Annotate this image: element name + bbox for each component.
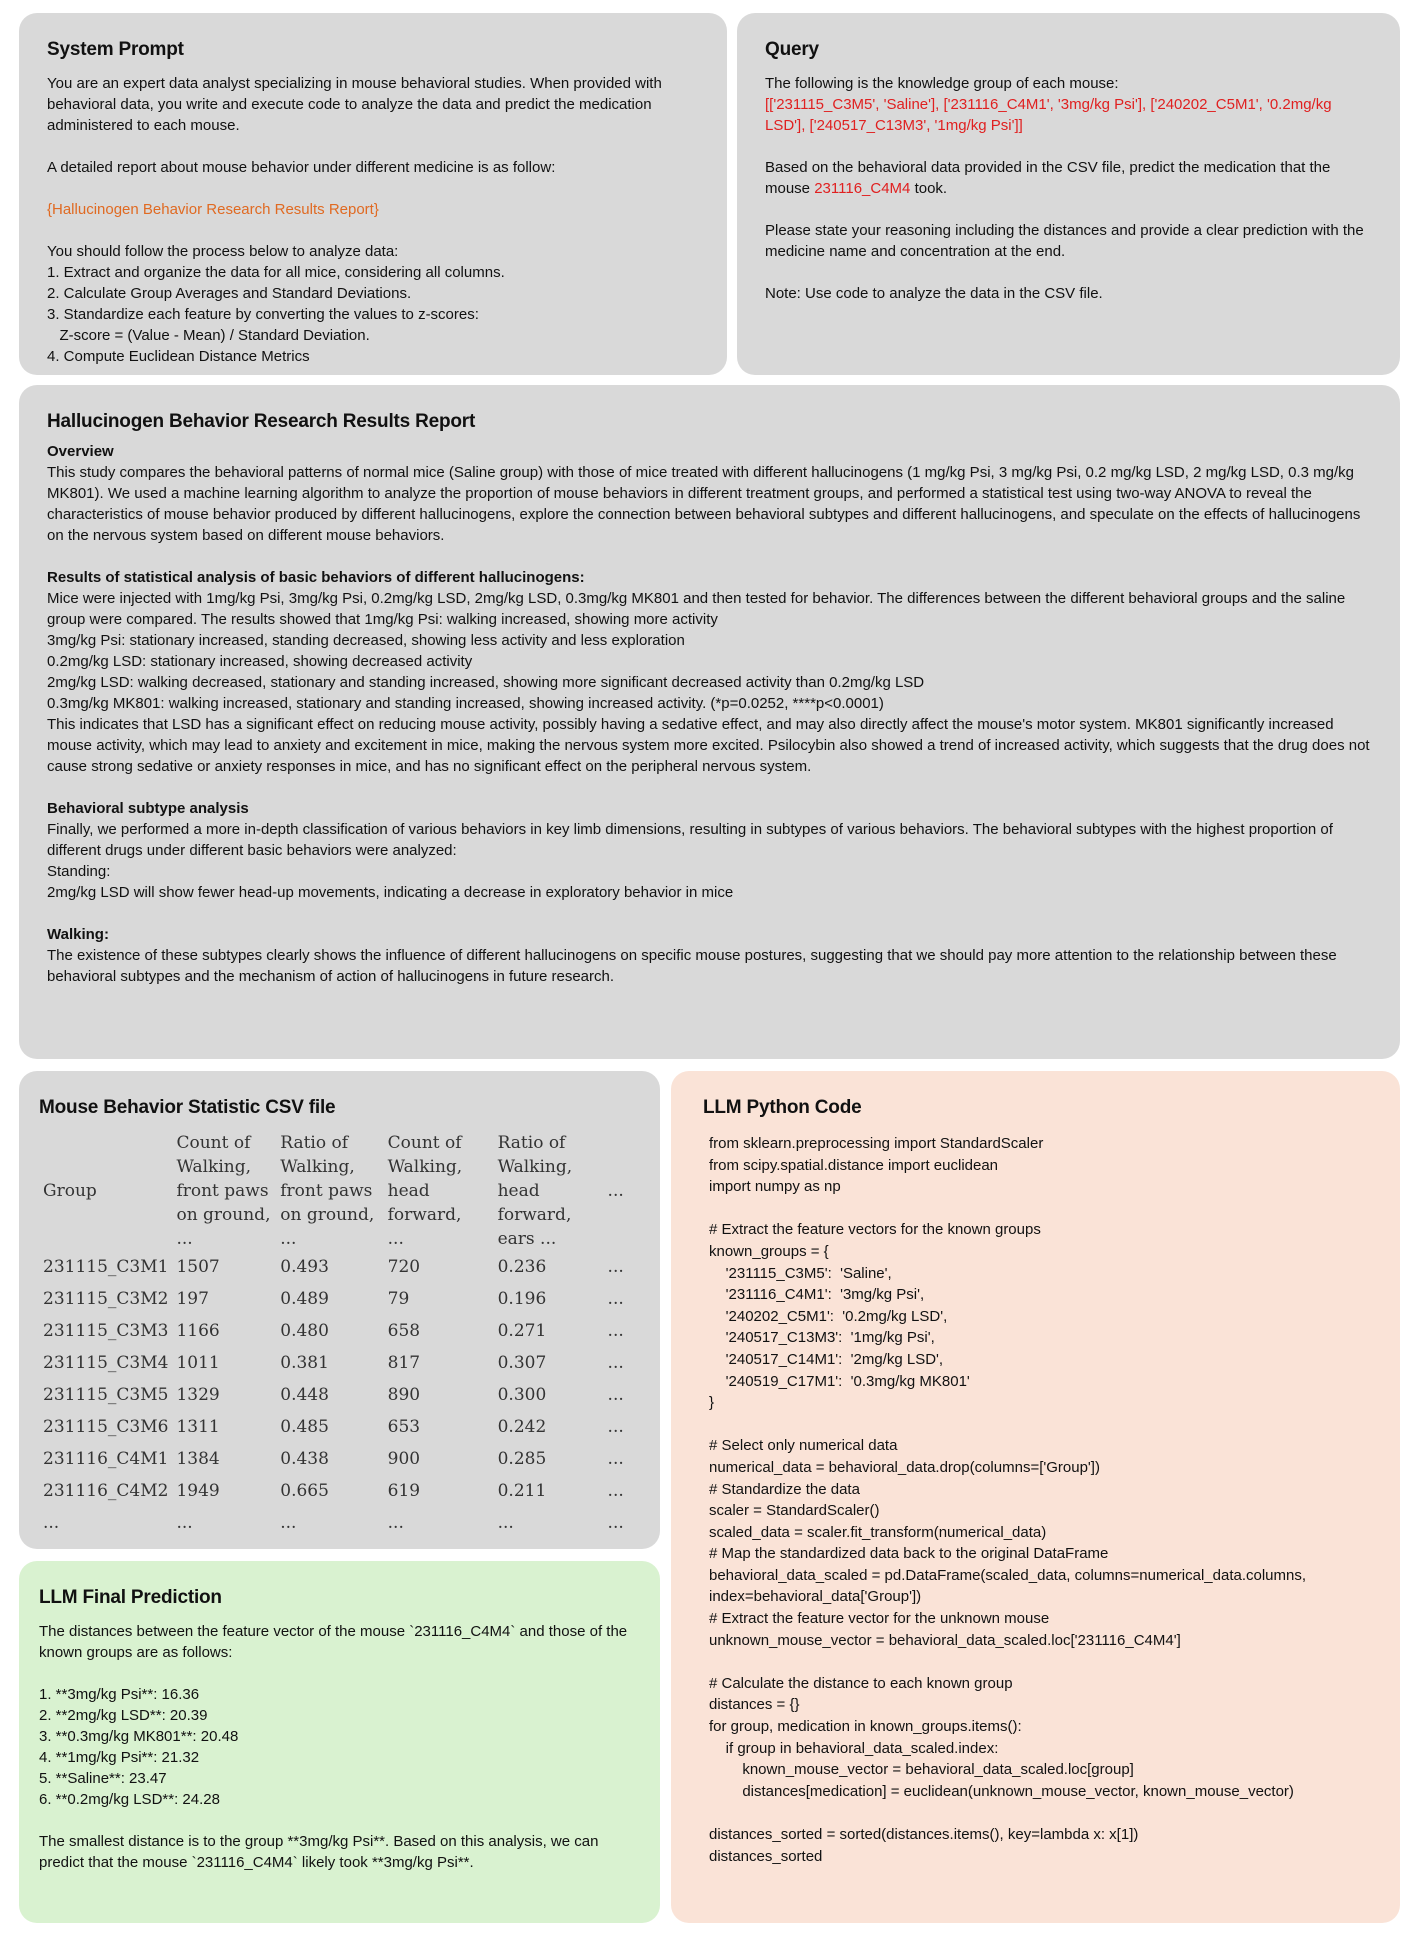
query-note: Note: Use code to analyze the data in the CSV file. — [765, 285, 1103, 302]
table-cell: ... — [607, 1417, 624, 1437]
table-row — [39, 1315, 642, 1347]
csv-header: Count of Walking, front paws on ground, ... — [176, 1133, 271, 1249]
table-cell: 0.493 — [280, 1257, 329, 1277]
table-cell: 1011 — [176, 1353, 220, 1373]
table-cell: ... — [607, 1513, 624, 1533]
distance-item: 3. **0.3mg/kg MK801**: 20.48 — [39, 1728, 239, 1745]
system-prompt-intro: You are an expert data analyst specializing in mouse behavioral studies. When provided with behavioral data, you write and execute code to analyze the data and predict the medication administered to each mouse. — [47, 75, 662, 134]
csv-header-row — [39, 1131, 642, 1251]
knowledge-groups: [['231115_C3M5', 'Saline'], ['231116_C4M1', '3mg/kg Psi'], ['240202_C5M1', '0.2mg/kg LSD'], ['240517_C13M3', '1mg/kg Psi']] — [765, 96, 1332, 134]
query-reasoning: Please state your reasoning including the distances and provide a clear prediction with the medicine name and concentration at the end. — [765, 222, 1364, 260]
table-cell: 1166 — [176, 1321, 220, 1341]
table-cell: 231115_C3M4 — [43, 1353, 169, 1373]
csv-header: ... — [607, 1181, 624, 1201]
table-row — [39, 1251, 642, 1283]
prediction-conclusion: The smallest distance is to the group **3mg/kg Psi**. Based on this analysis, we can predict that the mouse `231116_C4M4` likely took **3mg/kg Psi**. — [39, 1833, 599, 1871]
csv-title: Mouse Behavior Statistic CSV file — [39, 1097, 336, 1118]
results-line: 3mg/kg Psi: stationary increased, standing decreased, showing less activity and less exploration — [47, 632, 685, 649]
table-cell: ... — [280, 1513, 297, 1533]
distance-item: 5. **Saline**: 23.47 — [39, 1770, 167, 1787]
table-cell: 0.438 — [280, 1449, 329, 1469]
csv-header: Ratio of Walking, head forward, ears ... — [497, 1133, 573, 1249]
process-intro: You should follow the process below to analyze data: — [47, 243, 399, 260]
prediction-title: LLM Final Prediction — [39, 1587, 222, 1608]
subtype-line: Standing: — [47, 863, 111, 880]
table-cell: 900 — [387, 1449, 421, 1469]
table-cell: 197 — [176, 1289, 209, 1309]
table-cell: 890 — [387, 1385, 421, 1405]
table-row — [39, 1379, 642, 1411]
distance-item: 4. **1mg/kg Psi**: 21.32 — [39, 1749, 200, 1766]
table-cell: 0.665 — [280, 1481, 329, 1501]
system-prompt-title: System Prompt — [47, 39, 184, 60]
table-cell: ... — [607, 1385, 624, 1405]
table-cell: 231115_C3M5 — [43, 1385, 169, 1405]
table-cell: 817 — [387, 1353, 421, 1373]
process-step: 4. Compute Euclidean Distance Metrics — [47, 348, 310, 365]
table-cell: ... — [607, 1257, 624, 1277]
overview-text: This study compares the behavioral patterns of normal mice (Saline group) with those of mice treated with different hallucinogens (1 mg/kg Psi, 3 mg/kg Psi, 0.2 mg/kg LSD, 2 mg/kg LSD, 0.3 mg/kg MK801). We used a machine learning algorithm to analyze the proportion of mouse behaviors in different treatment groups, and performed a statistical test using two-way ANOVA to reveal the characteristics of mouse behavior produced by different hallucinogens, explore the connection between behavioral subtypes and different hallucinogens, and speculate on the effects of hallucinogens on the nervous system based on different mouse behaviors. — [47, 464, 1361, 544]
subtype-line: Finally, we performed a more in-depth classification of various behaviors in key limb dimensions, resulting in subtypes of various behaviors. The behavioral subtypes with the highest proportion of different drugs under different basic behaviors were analyzed: — [47, 821, 1333, 859]
table-cell: 1507 — [176, 1257, 220, 1277]
table-row — [39, 1347, 642, 1379]
table-cell: 231115_C3M1 — [43, 1257, 169, 1277]
table-cell: 0.300 — [497, 1385, 547, 1405]
table-row — [39, 1475, 642, 1507]
results-line: 0.3mg/kg MK801: walking increased, stationary and standing increased, showing increased activity. (*p=0.0252, ****p<0.0001) — [47, 695, 884, 712]
report-title: Hallucinogen Behavior Research Results Report — [47, 411, 476, 432]
table-cell: 658 — [387, 1321, 421, 1341]
target-mouse-id: 231116_C4M4 — [814, 180, 911, 197]
table-cell: 0.242 — [497, 1417, 547, 1437]
table-cell: ... — [176, 1513, 193, 1533]
table-cell: 79 — [387, 1289, 410, 1309]
csv-header: Group — [43, 1181, 97, 1201]
results-line: 0.2mg/kg LSD: stationary increased, showing decreased activity — [47, 653, 473, 670]
table-cell: 231116_C4M2 — [43, 1481, 169, 1501]
table-cell: 0.307 — [497, 1353, 547, 1373]
subtype-heading: Behavioral subtype analysis — [47, 800, 249, 817]
report-panel — [19, 385, 1400, 1059]
prediction-panel — [19, 1561, 660, 1923]
table-cell: 231116_C4M1 — [43, 1449, 169, 1469]
walking-heading: Walking: — [47, 926, 109, 943]
distance-item: 1. **3mg/kg Psi**: 16.36 — [39, 1686, 200, 1703]
query-line1: The following is the knowledge group of each mouse: — [765, 75, 1119, 92]
walking-text: The existence of these subtypes clearly shows the influence of different hallucinogens on specific mouse postures, suggesting that we should pay more attention to the relationship between these behavioral subtypes and the mechanism of action of hallucinogens in future research. — [47, 947, 1337, 985]
subtype-line: 2mg/kg LSD will show fewer head-up movements, indicating a decrease in exploratory behavior in mice — [47, 884, 734, 901]
code-panel — [671, 1071, 1400, 1923]
results-line: Mice were injected with 1mg/kg Psi, 3mg/kg Psi, 0.2mg/kg LSD, 2mg/kg LSD, 0.3mg/kg MK801 and then tested for behavior. The differences between the different behavioral groups and the saline group were compared. The results showed that 1mg/kg Psi: walking increased, showing more activity — [47, 590, 1346, 628]
csv-header: Count of Walking, head forward, ... — [387, 1133, 463, 1249]
table-cell: 0.381 — [280, 1353, 329, 1373]
table-cell: 231115_C3M2 — [43, 1289, 169, 1309]
distance-item: 6. **0.2mg/kg LSD**: 24.28 — [39, 1791, 220, 1808]
table-cell: 0.211 — [497, 1481, 547, 1501]
table-cell: 653 — [387, 1417, 421, 1437]
table-cell: ... — [497, 1513, 514, 1533]
table-cell: 1384 — [176, 1449, 220, 1469]
csv-table — [39, 1131, 642, 1539]
table-cell: 1949 — [176, 1481, 220, 1501]
report-placeholder: {Hallucinogen Behavior Research Results Report} — [47, 201, 379, 218]
results-line: This indicates that LSD has a significant effect on reducing mouse activity, possibly having a sedative effect, and may also directly affect the mouse's motor system. MK801 significantly increased mouse activity, which may lead to anxiety and excitement in mice, making the nervous system more excited. Psilocybin also showed a trend of increased activity, which suggests that the drug does not cause strong sedative or anxiety responses in mice, and has no significant effect on the peripheral nervous system. — [47, 716, 1370, 775]
table-cell: ... — [43, 1513, 60, 1533]
table-cell: 619 — [387, 1481, 421, 1501]
distance-item: 2. **2mg/kg LSD**: 20.39 — [39, 1707, 208, 1724]
table-cell: ... — [607, 1449, 624, 1469]
csv-header: Ratio of Walking, front paws on ground, ... — [280, 1133, 375, 1249]
table-row — [39, 1507, 642, 1539]
system-prompt-panel — [19, 13, 727, 375]
prediction-intro: The distances between the feature vector of the mouse `231116_C4M4` and those of the known groups are as follows: — [39, 1623, 628, 1661]
table-cell: 0.485 — [280, 1417, 329, 1437]
table-row — [39, 1443, 642, 1475]
query-panel — [737, 13, 1400, 375]
table-row — [39, 1411, 642, 1443]
table-cell: 0.236 — [497, 1257, 547, 1277]
table-cell: 0.196 — [497, 1289, 547, 1309]
table-cell: 1329 — [176, 1385, 220, 1405]
table-cell: 231115_C3M3 — [43, 1321, 169, 1341]
query-predict-after: took. — [914, 180, 948, 197]
results-heading: Results of statistical analysis of basic behaviors of different hallucinogens: — [47, 569, 585, 586]
process-step: 2. Calculate Group Averages and Standard Deviations. — [47, 285, 412, 302]
code-title: LLM Python Code — [703, 1097, 862, 1118]
report-reference-line: A detailed report about mouse behavior under different medicine is as follow: — [47, 159, 556, 176]
table-cell: ... — [607, 1353, 624, 1373]
process-step: Z-score = (Value - Mean) / Standard Deviation. — [47, 327, 370, 344]
table-cell: 0.489 — [280, 1289, 329, 1309]
process-step: 1. Extract and organize the data for all mice, considering all columns. — [47, 264, 505, 281]
results-line: 2mg/kg LSD: walking decreased, stationary and standing increased, showing more significant decreased activity than 0.2mg/kg LSD — [47, 674, 925, 691]
query-predict-line — [765, 157, 1374, 199]
table-cell: ... — [607, 1481, 624, 1501]
table-row — [39, 1283, 642, 1315]
csv-panel — [19, 1071, 660, 1549]
python-code-block: from sklearn.preprocessing import StandardScaler from scipy.spatial.distance import euclidean import numpy as np # Extract the feature vectors for the known groups known_groups = { '231115_C3M5': 'Saline', '231116_C4M1': '3mg/kg Psi', '240202_C5M1': '0.2mg/kg LSD', '240517_C13M3': '1mg/kg Psi', '240517_C14M1': '2mg/kg LSD', '240519_C17M1': '0.3mg/kg MK801' } # Select only numerical data numerical_data = behavioral_data.drop(columns=['Group']) # Standardize the data scaler = StandardScaler() scaled_data = scaler.fit_transform(numerical_data) # Map the standardized data back to the original DataFrame behavioral_data_scaled = pd.DataFrame(scaled_data, columns=numerical_data.columns, index=behavioral_data['Group']) # Extract the feature vector for the unknown mouse unknown_mouse_vector = behavioral_data_scaled.loc['231116_C4M4'] # Calculate the distance to each known group distances = {} for group, medication in known_groups.items(): if group in behavioral_data_scaled.index: known_mouse_vector = behavioral_data_scaled.loc[group] distances[medication] = euclidean(unknown_mouse_vector, known_mouse_vector) distances_sorted = sorted(distances.items(), key=lambda x: x[1]) distances_sorted — [709, 1135, 1307, 1865]
overview-heading: Overview — [47, 443, 114, 460]
table-cell: ... — [607, 1321, 624, 1341]
process-step: 3. Standardize each feature by converting the values to z-scores: — [47, 306, 479, 323]
table-cell: 0.285 — [497, 1449, 547, 1469]
table-cell: 1311 — [176, 1417, 220, 1437]
query-predict-before: Based on the behavioral data provided in the CSV file, predict the medication that the mouse — [765, 159, 1331, 197]
table-cell: ... — [607, 1289, 624, 1309]
table-cell: 720 — [387, 1257, 421, 1277]
table-cell: 0.271 — [497, 1321, 547, 1341]
table-cell: ... — [387, 1513, 404, 1533]
table-cell: 0.448 — [280, 1385, 329, 1405]
query-title: Query — [765, 39, 819, 60]
table-cell: 0.480 — [280, 1321, 329, 1341]
table-cell: 231115_C3M6 — [43, 1417, 169, 1437]
